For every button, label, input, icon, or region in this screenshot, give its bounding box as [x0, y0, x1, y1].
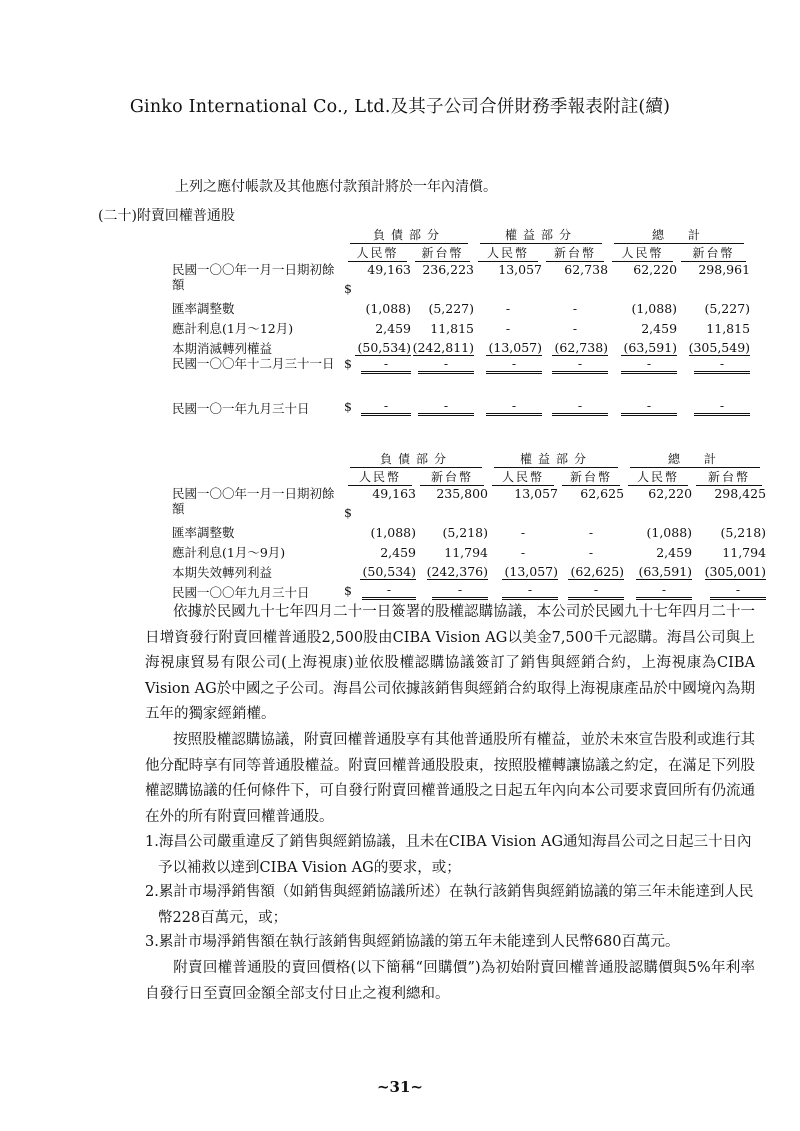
row-label: 本期消滅轉列權益 [172, 341, 273, 356]
table-group-header-row [172, 226, 750, 244]
column-header: 新台幣 [562, 468, 620, 486]
cell-value: (62,738) [552, 340, 608, 356]
cell-value: - [694, 398, 750, 416]
cell-value: - [502, 582, 558, 600]
cell-value: 236,223 [422, 262, 475, 277]
intro-text: 上列之應付帳款及其他應付款預計將於一年內清償。 [175, 179, 497, 195]
cell-value: - [572, 321, 578, 336]
column-header: 人民幣 [628, 468, 688, 486]
cell-value: - [520, 545, 526, 560]
cell-value: 13,057 [498, 262, 543, 277]
cell-value: - [568, 582, 624, 600]
cell-value: 13,057 [514, 486, 559, 501]
cell-value: 2,459 [656, 545, 693, 560]
table-row [172, 580, 766, 600]
cell-value: - [362, 582, 416, 600]
cell-value: (242,376) [426, 564, 489, 579]
table-row [172, 336, 750, 356]
table-row [172, 390, 750, 416]
cell-value: (13,057) [486, 340, 542, 356]
cell-value: 11,815 [430, 321, 475, 336]
table-row [172, 316, 750, 336]
table-sub-header-row [172, 244, 750, 262]
cell-value: - [432, 582, 488, 600]
cell-value: 49,163 [367, 262, 411, 277]
cell-value: - [552, 356, 608, 374]
cell-value: - [361, 398, 411, 416]
currency-symbol: $ [344, 505, 352, 520]
table-row [172, 296, 750, 316]
cell-value: (5,227) [704, 301, 751, 316]
closing-paragraph [145, 956, 755, 1007]
cell-value: 235,800 [436, 486, 489, 501]
column-header: 人民幣 [612, 244, 673, 262]
cell-value: 62,220 [648, 486, 693, 501]
list-item-text: 2.累計市場淨銷售額（如銷售與經銷協議所述）在執行該銷售與經銷協議的第三年未能達到人民幣228百萬元，或； [145, 884, 754, 926]
row-label: 應計利息(1月～9月) [172, 545, 286, 560]
section-title: (二十)附賣回權普通股 [98, 208, 235, 224]
cell-value: 62,625 [580, 486, 625, 501]
cell-value: 11,794 [444, 545, 489, 560]
page-header: Ginko International Co., Ltd.及其子公司合併財務季報表附註(續) [129, 97, 671, 117]
currency-symbol: $ [344, 399, 352, 414]
cell-value: 298,425 [714, 486, 767, 501]
cell-value: - [505, 321, 511, 336]
group-header: 負債部分 [350, 226, 468, 244]
group-header: 總 計 [614, 226, 744, 244]
cell-value: - [621, 356, 677, 374]
row-label: 匯率調整數 [172, 525, 235, 540]
table-row [172, 356, 750, 390]
cell-value: (1,088) [646, 525, 693, 540]
group-header: 總 計 [630, 450, 760, 468]
table-group-header-row [172, 450, 766, 468]
row-label: 民國一〇一年九月三十日 [172, 401, 310, 416]
row-label: 民國一〇〇年十二月三十一日 [172, 356, 335, 371]
cell-value: (5,218) [720, 525, 767, 540]
list-item [145, 880, 760, 931]
row-label: 民國一〇〇年一月一日期初餘額 [172, 262, 335, 292]
table-row [172, 486, 766, 520]
cell-value: (50,534) [355, 340, 411, 356]
paragraph-text: 附賣回權普通股的賣回價格(以下簡稱“回購價”)為初始附賣回權普通股認購價與5%年利率自發行日至賣回金額全部支付日止之複利總和。 [145, 960, 755, 1002]
row-label: 應計利息(1月～12月) [172, 321, 294, 336]
column-header: 人民幣 [478, 244, 538, 262]
cell-value: 49,163 [372, 486, 416, 501]
column-header: 新台幣 [681, 244, 746, 262]
row-label: 匯率調整數 [172, 301, 235, 316]
cell-value: (5,227) [428, 301, 475, 316]
table-row [172, 540, 766, 560]
currency-symbol: $ [344, 583, 352, 598]
cell-value: 2,459 [375, 321, 411, 336]
table-row [172, 262, 750, 296]
group-header: 負債部分 [350, 450, 482, 468]
cell-value: - [418, 398, 474, 416]
cell-value: - [505, 301, 511, 316]
cell-value: - [710, 582, 766, 600]
cell-value: - [694, 356, 750, 374]
cell-value: - [572, 301, 578, 316]
cell-value: (1,088) [370, 525, 416, 540]
row-label: 本期失效轉列利益 [172, 565, 273, 580]
cell-value: (13,057) [502, 564, 558, 580]
row-label: 民國一〇〇年一月一日期初餘額 [172, 486, 335, 516]
cell-value: 11,794 [722, 545, 767, 560]
cell-value: (50,534) [360, 564, 416, 580]
list-item-text: 1.海昌公司嚴重違反了銷售與經銷協議，且未在CIBA Vision AG通知海昌公司之日起三十日內予以補救以達到CIBA Vision AG的要求，或； [145, 834, 752, 876]
cell-value: 62,738 [564, 262, 609, 277]
financial-table-1 [172, 226, 750, 416]
cell-value: (63,591) [621, 340, 677, 356]
group-header: 權益部分 [480, 226, 602, 244]
column-header: 新台幣 [696, 468, 762, 486]
cell-value: - [636, 582, 692, 600]
paragraph-text: 按照股權認購協議，附賣回權普通股享有其他普通股所有權益，並於未來宣告股利或進行其他分配時享有同等普通股權益。附賣回權普通股股東，按照股權轉讓協議之約定，在滿足下列股權認購協議的任何條件下，可自發行附賣回權普通股之日起五年內向本公司要求賣回所有仍流通在外的所有附賣回權普通股。 [145, 732, 755, 825]
list-item [145, 930, 760, 956]
cell-value: - [486, 398, 542, 416]
cell-value: (1,088) [365, 301, 411, 316]
currency-symbol: $ [344, 281, 352, 296]
group-header: 權益部分 [494, 450, 618, 468]
paragraph [145, 728, 755, 830]
cell-value: 11,815 [706, 321, 751, 336]
table-row [172, 520, 766, 540]
column-header: 人民幣 [348, 468, 412, 486]
table-sub-header-row [172, 468, 766, 486]
cell-value: - [588, 525, 594, 540]
cell-value: (242,811) [412, 340, 475, 355]
cell-value: - [621, 398, 677, 416]
cell-value: - [486, 356, 542, 374]
cell-value: - [588, 545, 594, 560]
column-header: 新台幣 [546, 244, 604, 262]
cell-value: 2,459 [380, 545, 416, 560]
column-header: 人民幣 [492, 468, 554, 486]
table-row [172, 560, 766, 580]
cell-value: (305,001) [704, 564, 767, 579]
column-header: 人民幣 [348, 244, 407, 262]
cell-value: (305,549) [688, 340, 751, 355]
cell-value: - [418, 356, 474, 374]
cell-value: - [552, 398, 608, 416]
cell-value: - [361, 356, 411, 374]
cell-value: (5,218) [442, 525, 489, 540]
cell-value: - [520, 525, 526, 540]
list-item [145, 830, 760, 881]
paragraph-text: 依據於民國九十七年四月二十一日簽署的股權認購協議，本公司於民國九十七年四月二十一日增資發行附賣回權普通股2,500股由CIBA Vision AG以美金7,500千元認購。海昌公司與上海視康貿易有限公司(上海視康)並依股權認購協議簽訂了銷售與經銷合約，上海視康為CIBA Vision AG於中國之子公司。海昌公司依據該銷售與經銷合約取得上海視康產品於中國境內為期五年的獨家經銷權。 [145, 604, 755, 722]
column-header: 新台幣 [415, 244, 470, 262]
cell-value: 2,459 [641, 321, 678, 336]
cell-value: 62,220 [633, 262, 678, 277]
cell-value: (63,591) [636, 564, 692, 580]
row-label: 民國一〇〇年九月三十日 [172, 585, 310, 600]
financial-table-2 [172, 450, 766, 600]
currency-symbol: $ [344, 356, 352, 371]
column-header: 新台幣 [420, 468, 484, 486]
cell-value: (62,625) [568, 564, 624, 580]
list-item-text: 3.累計市場淨銷售額在執行該銷售與經銷協議的第五年未能達到人民幣680百萬元。 [145, 934, 680, 950]
page-number: ~31~ [376, 1078, 423, 1096]
paragraph [145, 600, 755, 728]
cell-value: 298,961 [698, 262, 751, 277]
cell-value: (1,088) [631, 301, 678, 316]
